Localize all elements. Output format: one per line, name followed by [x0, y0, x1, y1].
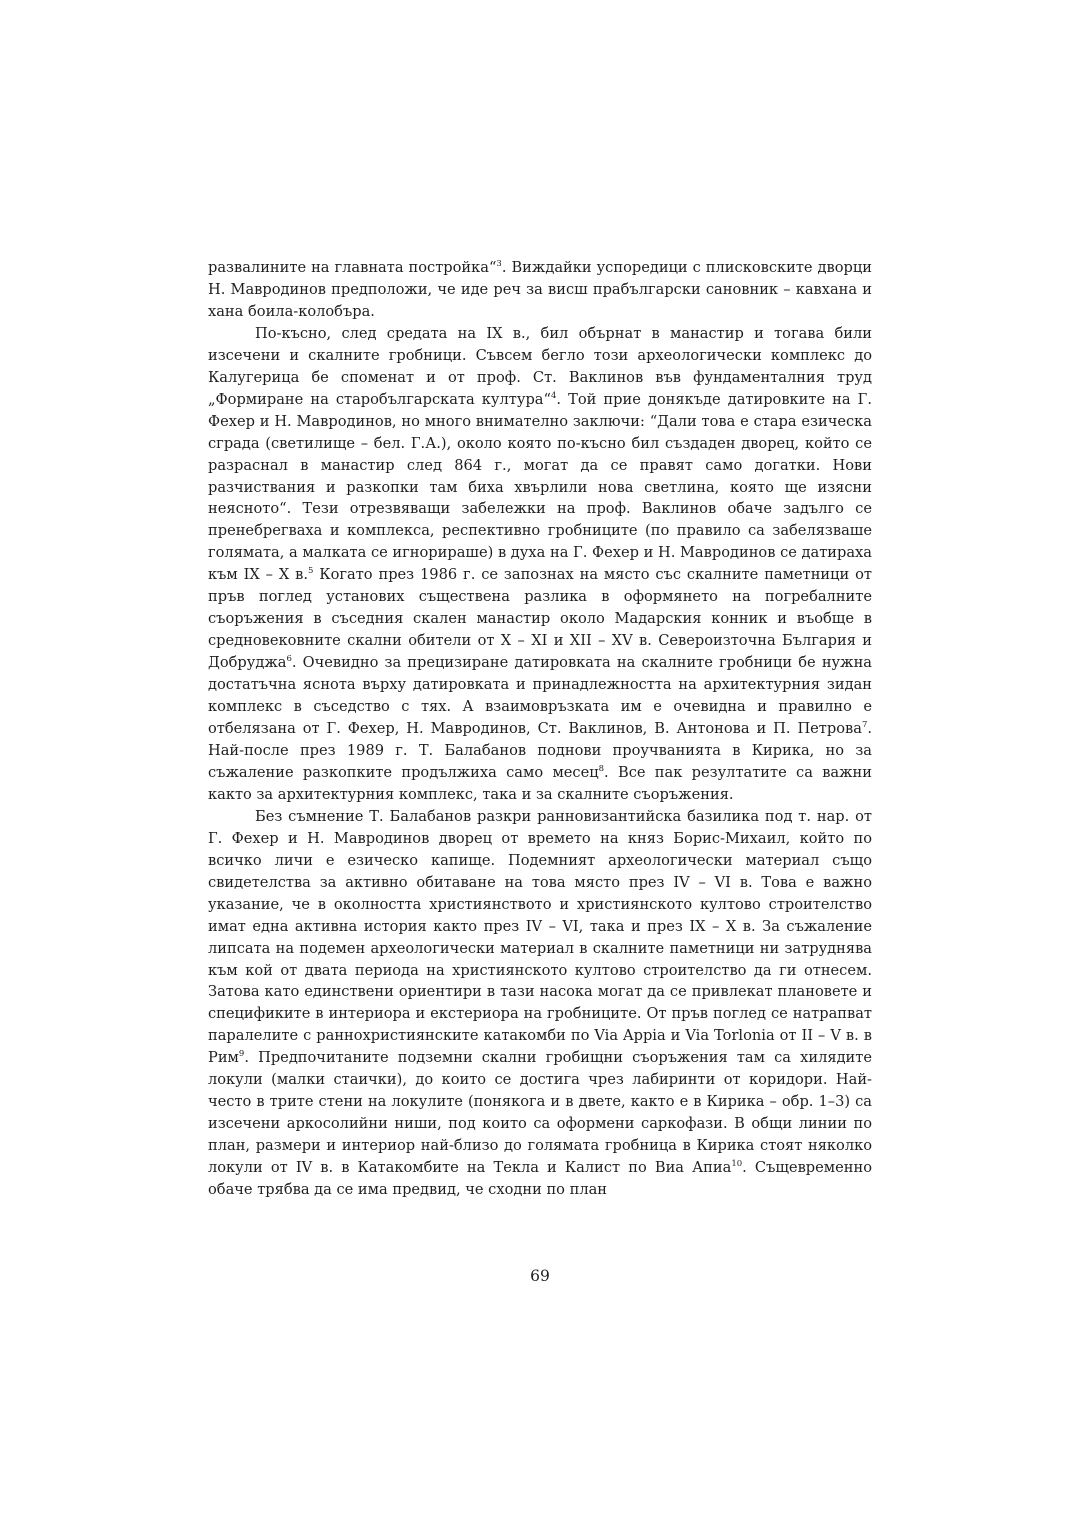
footnote-ref-6: 6: [286, 654, 292, 665]
text-run: . Все пак резултатите са важни както за архитектурния комплекс, така и за скалните съоръжения.: [208, 763, 872, 803]
paragraph-1: [208, 257, 872, 323]
paragraph-3: [208, 806, 872, 1201]
text-run: . Той прие донякъде датировките на Г. Фехер и Н. Мавродинов, но много внимателно заключи: “Дали това е стара езическа сграда (светилище – бел. Г.А.), около която по-късно бил създаден дворец, който се разраснал в манастир след 864 г., могат да се правят само догатки. Нови разчиствания и разкопки там биха хвърлили нова светлина, която ще изясни неясното“. Тези отрезвяващи забележки на проф. Ваклинов обаче задълго се пренебрегваха и комплекса, респективно гробниците (по правило са забелязваше голямата, а малката се игнорираше) в духа на Г. Фехер и Н. Мавродинов се датираха към IX – X в.: [208, 390, 872, 584]
text-run: По-късно, след средата на IX в., бил обърнат в манастир и тогава били изсечени и скалните гробници. Съвсем бегло този археологически комплекс до Калугерица бе споменат и от проф. Ст. Ваклинов във фундаменталния труд „Формиране на старобългарската култура“: [208, 324, 872, 408]
page-number: 69: [530, 1267, 550, 1285]
text-run: . Същевременно обаче трябва да се има предвид, че сходни по план: [208, 1159, 872, 1199]
text-run: . Очевидно за прецизиране датировката на скалните гробници бе нужна достатъчна яснота върху датировката и принадлежността на архитектурния зидан комплекс в съседство с тях. А взаимовръзката им е очевидна и правилно е отбелязана от Г. Фехер, Н. Мавродинов, Ст. Ваклинов, В. Антонова и П. Петрова: [208, 654, 872, 738]
footnote-ref-8: 8: [598, 764, 605, 775]
text-run: . Най-после през 1989 г. Т. Балабанов поднови проучванията в Кирика, но за съжаление разкопките продължиха само месец: [208, 720, 872, 781]
text-run: . Предпочитаните подземни скални гробищни съоръжения там са хилядите локули (малки стаички), до които се достига чрез лабиринти от коридори. Най-често в трите стени на локулите (понякога и в двете, както е в Кирика – обр. 1–3) са изсечени аркосолийни ниши, под които са оформени саркофази. В общи линии по план, размери и интериор най-близо до голямата гробница в Кирика стоят няколко локули от IV в. в Катакомбите на Текла и Калист по Виа Апиа: [208, 1049, 872, 1177]
text-run: Без съмнение Т. Балабанов разкри ранновизантийска базилика под т. нар. от Г. Фехер и Н. Мавродинов дворец от времето на княз Борис-Михаил, който по всичко личи е езическо капище. Подемният археологически материал също свидетелства за активно обитаване на това място през IV – VI в. Това е важно указание, че в околността християнството и християнското култово строителство имат една активна история както през IV – VI, така и през IX – X в. За съжаление липсата на подемен археологически материал в скалните паметници ни затруднява към кой от двата периода на християнското култово строителство да ги отнесем. Затова като единствени ориентири в тази насока могат да се привлекат плановете и спецификите в интериора и екстериора на гробниците. От пръв поглед се натрапват паралелите с раннохристиянските катакомби по Via Appia и Via Torlonia от II – V в. в Рим: [208, 807, 872, 1067]
body-text: [208, 257, 872, 1201]
footnote-ref-9: 9: [238, 1049, 245, 1060]
footnote-ref-4: 4: [550, 390, 557, 401]
text-run: Когато през 1986 г. се запознах на място със скалните паметници от пръв поглед установих съществена разлика в оформянето на погребалните съоръжения в съседния скален манастир около Мадарския конник и въобще в средновековните скални обители от X – XI и XII – XV в. Североизточна България и Добруджа: [208, 566, 873, 672]
footnote-ref-10: 10: [731, 1159, 743, 1170]
footnote-ref-5: 5: [308, 566, 314, 577]
text-run: . Виждайки успоредици с плисковските дворци Н. Мавродинов предположи, че иде реч за висш прабългарски сановник – кавхана и хана боила-колобъра.: [208, 259, 872, 320]
text-run: развалините на главната постройка“: [208, 259, 497, 276]
footnote-ref-3: 3: [496, 259, 502, 270]
paragraph-2: [208, 323, 872, 806]
footnote-ref-7: 7: [861, 720, 868, 731]
